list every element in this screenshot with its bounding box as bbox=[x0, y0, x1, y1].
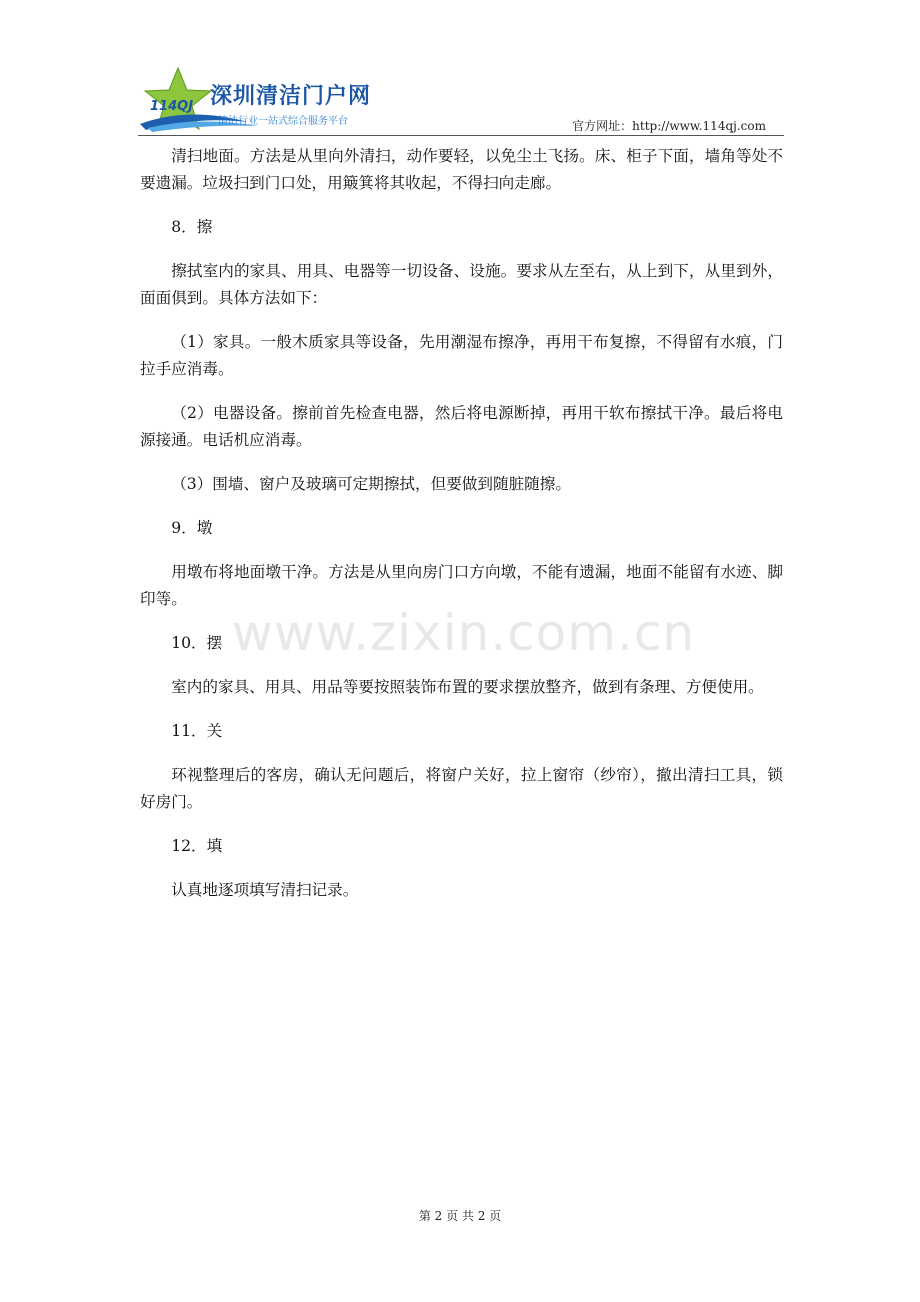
site-url[interactable]: 官方网址：http://www.114qj.com bbox=[572, 119, 766, 133]
paragraph-electrical: （2）电器设备。擦前首先检查电器，然后将电源断掉，再用干软布擦拭干净。最后将电源接通。电话机应消毒。 bbox=[140, 404, 783, 449]
paragraph-furniture: （1）家具。一般木质家具等设备，先用潮湿布擦净，再用干布复擦，不得留有水痕，门拉手应消毒。 bbox=[140, 333, 783, 378]
paragraph-walls-windows: （3）围墙、窗户及玻璃可定期擦拭，但要做到随脏随擦。 bbox=[171, 475, 571, 493]
paragraph-sweep-floor: 清扫地面。方法是从里向外清扫，动作要轻，以免尘土飞扬。床、柜子下面，墙角等处不要遗漏。垃圾扫到门口处，用簸箕将其收起，不得扫向走廊。 bbox=[140, 147, 783, 192]
section-heading-arrange: 10．摆 bbox=[171, 634, 223, 652]
section-heading-close: 11．关 bbox=[171, 722, 223, 740]
page-footer: 第 2 页 共 2 页 bbox=[418, 1209, 502, 1223]
logo-tagline: 清洁行业一站式综合服务平台 bbox=[218, 116, 348, 127]
header-divider bbox=[138, 135, 784, 136]
section-heading-mop: 9．墩 bbox=[171, 519, 213, 537]
section-heading-fill: 12．填 bbox=[171, 837, 223, 855]
logo-title: 深圳清洁门户网 bbox=[210, 84, 372, 109]
logo-badge: 114QJ bbox=[150, 99, 194, 114]
watermark: www.zixin.com.cn bbox=[232, 604, 696, 662]
paragraph-mop: 用墩布将地面墩干净。方法是从里向房门口方向墩，不能有遗漏，地面不能留有水迹、脚印等。 bbox=[140, 563, 783, 608]
paragraph-close: 环视整理后的客房，确认无问题后，将窗户关好，拉上窗帘（纱帘），撤出清扫工具，锁好房门。 bbox=[140, 766, 783, 811]
paragraph-wipe-intro: 擦拭室内的家具、用具、电器等一切设备、设施。要求从左至右，从上到下，从里到外，面面俱到。具体方法如下： bbox=[140, 262, 783, 307]
site-logo[interactable] bbox=[138, 66, 388, 132]
document-body bbox=[140, 143, 783, 921]
paragraph-fill: 认真地逐项填写清扫记录。 bbox=[171, 881, 359, 899]
section-heading-wipe: 8．擦 bbox=[171, 218, 213, 236]
paragraph-arrange: 室内的家具、用具、用品等要按照装饰布置的要求摆放整齐，做到有条理、方便使用。 bbox=[171, 678, 764, 696]
page-header bbox=[138, 64, 784, 138]
